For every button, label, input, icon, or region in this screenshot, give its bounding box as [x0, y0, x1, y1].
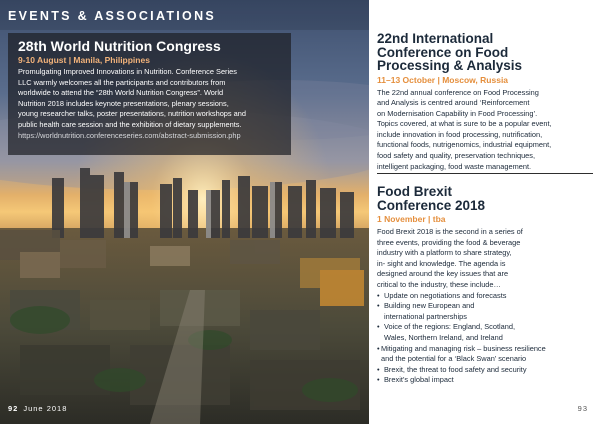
section-title: EVENTS & ASSOCIATIONS [8, 9, 217, 23]
article-divider [377, 173, 593, 174]
event-link[interactable]: https://worldnutrition.conferenceseries.com/abstract-submission.php [18, 130, 241, 140]
list-item: • Brexit, the threat to food safety and security [377, 365, 593, 376]
article-body: The 22nd annual conference on Food Processing and Analysis is centred around ‘Reinforcement on Modernisation Capability in Food Processing’. Topics covered, at what is sure to be a popular event, include innovation in food processing, nutrification, functional foods, nutrigenomics, industrial equipment, food safety and quality, preservation techniques, intelligent packaging, food waste management. [377, 87, 552, 171]
list-item: • Update on negotiations and forecasts [377, 291, 593, 302]
event-date-location: 9-10 August | Manila, Philippines [18, 55, 150, 65]
article-date-location: 1 November | tba [377, 214, 446, 224]
right-page [369, 0, 600, 424]
article-title: 22nd International Conference on Food Processing & Analysis [377, 31, 523, 73]
folio-left [8, 404, 67, 413]
food-processing-conference-article [377, 32, 593, 172]
event-description: Promulgating Improved Innovations in Nutrition. Conference Series LLC warmly welcomes all the participants and contributors from worldwide to attend the “28th World Nutrition Congress”. World Nutrition 2018 includes keynote presentations, plenary sessions, young researcher talks, poster presentations, nutrition workshops and public health care session and the exhibition of dietary supplements. [18, 67, 247, 129]
list-item: • Mitigating and managing risk – business resilience [377, 344, 593, 355]
event-title: 28th World Nutrition Congress [18, 38, 221, 54]
world-nutrition-congress-panel [8, 33, 291, 155]
list-item: • Voice of the regions: England, Scotland, [377, 322, 593, 333]
article-title: Food Brexit Conference 2018 [377, 184, 486, 213]
page-number-right: 93 [577, 404, 588, 413]
list-item: • Brexit’s global impact [377, 375, 593, 386]
article-date-location: 11–13 October | Moscow, Russia [377, 74, 509, 85]
list-item-continuation: international partnerships [384, 311, 467, 321]
issue-date: June 2018 [23, 404, 68, 413]
food-brexit-conference-article [377, 185, 593, 386]
list-item-continuation: and the potential for a ‘Black Swan’ scenario [381, 354, 527, 364]
article-body: Food Brexit 2018 is the second in a series of three events, providing the food & beverage industry with a platform to share strategy, in- sight and knowledge. The agenda is designed around the key issues that are critical to the industry, these include… [377, 227, 523, 289]
page-number-left: 92 [8, 404, 19, 413]
list-item: • Building new European and [377, 301, 593, 312]
agenda-bullet-list [377, 291, 593, 386]
list-item-continuation: Wales, Northern Ireland, and Ireland [384, 332, 503, 342]
